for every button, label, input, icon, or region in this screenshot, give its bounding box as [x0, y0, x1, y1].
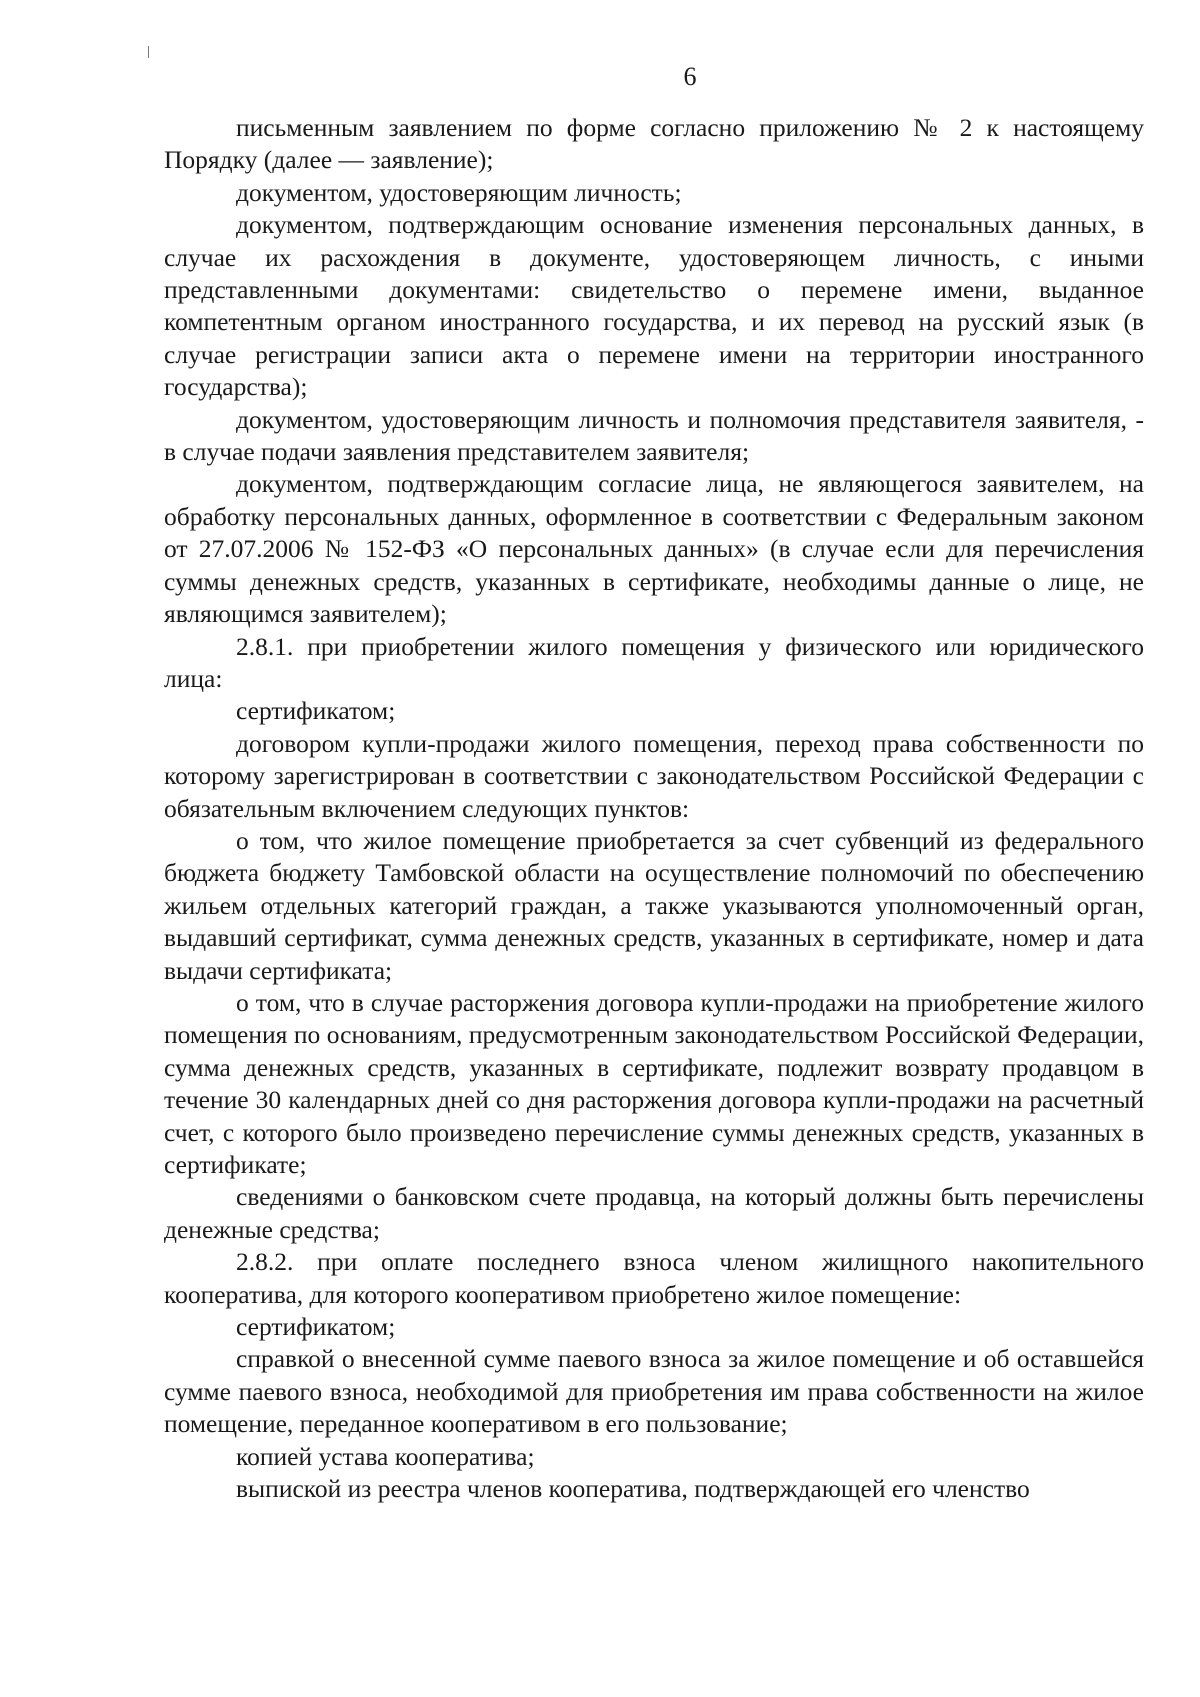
paragraph: договором купли-продажи жилого помещения, переход права собственности по которому зарегистрирован в соответствии с законодательством Российской Федерации с обязательным включением следующих пунктов:	[164, 728, 1144, 823]
paragraph: о том, что в случае расторжения договора купли-продажи на приобретение жилого помещения по основаниям, предусмотренным законодательством Российской Федерации, сумма денежных средств, указанных в сертификате, подлежит возврату продавцом в течение 30 календарных дней со дня расторжения договора купли-продажи на расчетный счет, с которого было произведено перечисление суммы денежных средств, указанных в сертификате;	[164, 987, 1144, 1179]
paragraph: документом, удостоверяющим личность;	[236, 177, 682, 207]
paragraph: сведениями о банковском счете продавца, на который должны быть перечислены денежные средства;	[164, 1182, 1144, 1244]
paragraph: копией устава кооператива;	[236, 1441, 535, 1471]
paragraph: документом, подтверждающим основание изменения персональных данных, в случае их расхождения в документе, удостоверяющем личность, с иными представленными документами: свидетельство о перемене имени, выданное компетентным органом иностранного государства, и их перевод на русский язык (в случае регистрации записи акта о перемене имени на территории иностранного государства);	[164, 210, 1144, 402]
paragraph: справкой о внесенной сумме паевого взноса за жилое помещение и об оставшейся сумме паевого взноса, необходимой для приобретения им права собственности на жилое помещение, переданное кооперативом в его пользование;	[164, 1344, 1144, 1439]
paragraph: письменным заявлением по форме согласно приложению № 2 к настоящему Порядку (далее — заявление);	[164, 113, 1144, 175]
paragraph: о том, что жилое помещение приобретается за счет субвенций из федерального бюджета бюджету Тамбовской области на осуществление полномочий по обеспечению жильем отдельных категорий граждан, а также указываются уполномоченный орган, выдавший сертификат, сумма денежных средств, указанных в сертификате, номер и дата выдачи сертификата;	[164, 825, 1144, 985]
paragraph: сертификатом;	[236, 1312, 396, 1342]
paragraph: выпиской из реестра членов кооператива, подтверждающей его членство	[236, 1474, 1030, 1504]
paragraph: сертификатом;	[236, 696, 396, 726]
paragraph: 2.8.1. при приобретении жилого помещения у физического или юридического лица:	[164, 631, 1144, 693]
scan-mark	[148, 46, 149, 58]
body-text	[164, 112, 1144, 1505]
page-number: 6	[683, 62, 697, 91]
paragraph: документом, удостоверяющим личность и полномочия представителя заявителя, - в случае подачи заявления представителем заявителя;	[164, 404, 1144, 467]
paragraph: 2.8.2. при оплате последнего взноса членом жилищного накопительного кооператива, для которого кооперативом приобретено жилое помещение:	[164, 1247, 1144, 1309]
paragraph: документом, подтверждающим согласие лица, не являющегося заявителем, на обработку персональных данных, оформленное в соответствии с Федеральным законом от 27.07.2006 № 152-ФЗ «О персональных данных» (в случае если для перечисления суммы денежных средств, указанных в сертификате, необходимы данные о лице, не являющимся заявителем);	[164, 469, 1144, 629]
